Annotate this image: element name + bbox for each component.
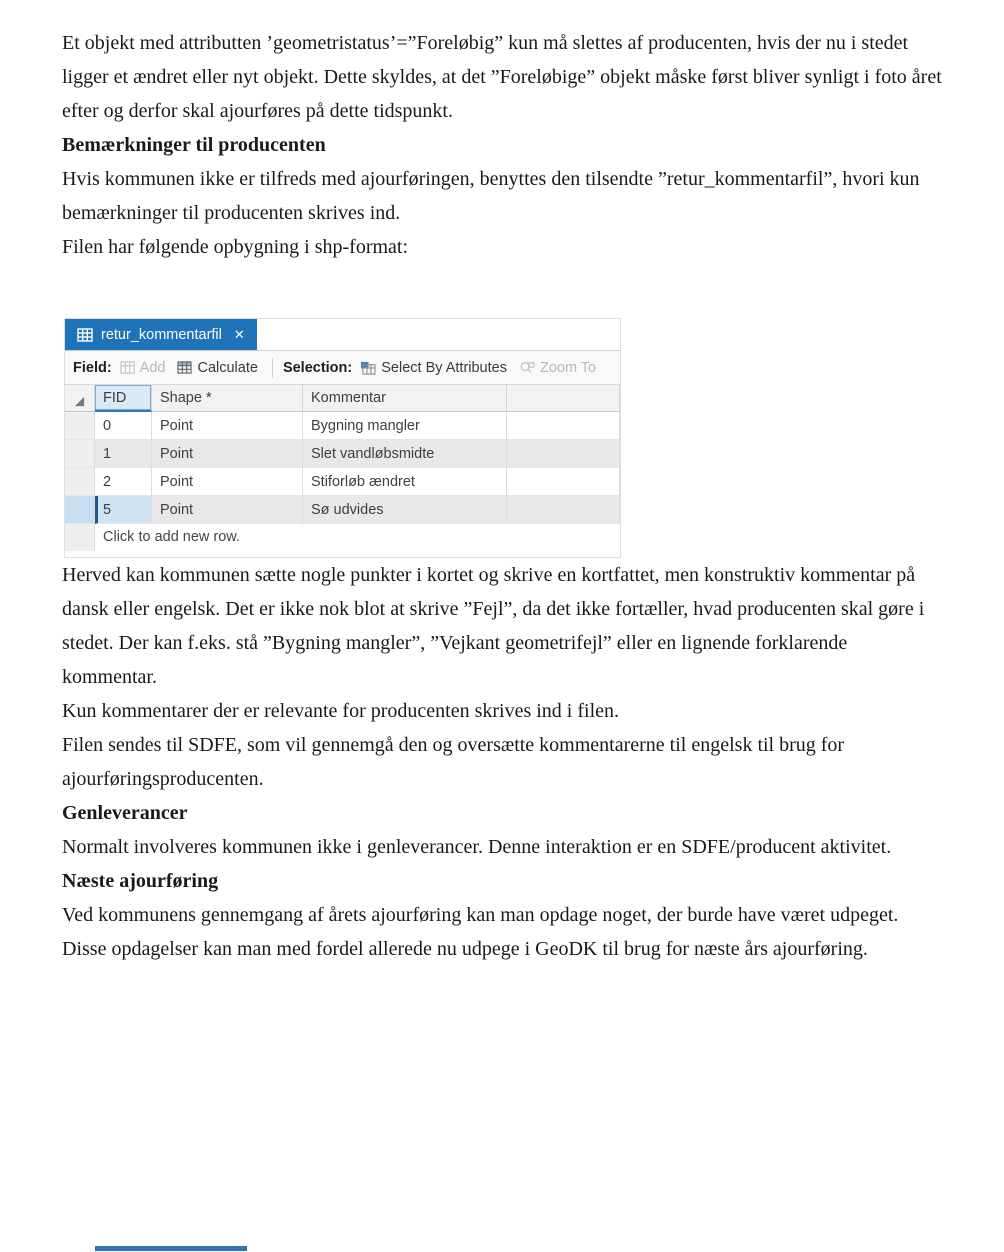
cell-empty[interactable] <box>507 412 620 440</box>
row-selector[interactable] <box>65 440 95 468</box>
row-selector[interactable] <box>65 468 95 496</box>
row-selector[interactable] <box>65 412 95 440</box>
add-field-label: Add <box>139 359 166 376</box>
paragraph-filen-sendes: Filen sendes til SDFE, som vil gennemgå den og oversætte kommentarerne til engelsk til brug for ajourføringsproducenten. <box>62 734 845 790</box>
cell-fid[interactable]: 1 <box>95 440 152 468</box>
row-selector[interactable] <box>65 496 95 524</box>
paragraph-intro: Et objekt med attributten ’geometristatus’=”Foreløbig” kun må slettes af producenten, hvis der nu i stedet ligger et ændret eller nyt objekt. Dette skyldes, at det ”Foreløbige” objekt måske først bliver synligt i foto året efter og derfor skal ajourføres på dette tidspunkt. <box>62 32 942 122</box>
cell-fid[interactable]: 5 <box>95 496 152 524</box>
select-all-triangle-icon <box>74 396 85 407</box>
select-by-attributes-icon <box>360 361 376 375</box>
paragraph-shp-format: Filen har følgende opbygning i shp-format: <box>62 236 409 258</box>
paragraph-kun-kommentarer: Kun kommentarer der er relevante for producenten skrives ind i filen. <box>62 700 620 722</box>
heading-genleverancer: Genleverancer <box>62 802 188 824</box>
page-bottom-accent-line <box>95 1246 247 1251</box>
screenshot-bottom-strip <box>65 551 620 557</box>
tab-retur-kommentarfil[interactable] <box>65 319 257 350</box>
cell-shape[interactable]: Point <box>152 468 303 496</box>
column-header-shape[interactable]: Shape * <box>152 385 303 412</box>
select-all-corner[interactable] <box>65 385 95 412</box>
selection-group-label: Selection: <box>282 359 353 376</box>
cell-shape[interactable]: Point <box>152 412 303 440</box>
tab-strip <box>65 319 620 351</box>
tab-close-icon[interactable]: ✕ <box>233 326 245 342</box>
zoom-to-label: Zoom To <box>539 359 597 376</box>
column-header-kommentar[interactable]: Kommentar <box>303 385 507 412</box>
calculate-button[interactable] <box>177 360 257 376</box>
cell-fid[interactable]: 2 <box>95 468 152 496</box>
add-field-icon <box>120 361 135 374</box>
attribute-table <box>65 385 620 551</box>
column-header-fid[interactable]: FID <box>95 385 152 412</box>
select-by-attributes-button[interactable] <box>360 360 507 376</box>
heading-naeste-ajourfoering: Næste ajourføring <box>62 870 219 892</box>
field-group-label: Field: <box>73 359 112 376</box>
cell-empty[interactable] <box>507 496 620 524</box>
zoom-to-icon <box>519 361 535 375</box>
cell-shape[interactable]: Point <box>152 440 303 468</box>
paragraph-bemaerkninger: Hvis kommunen ikke er tilfreds med ajourføringen, benyttes den tilsendte ”retur_kommentarfil”, hvori kun bemærkninger til producenten skrives ind. <box>62 168 920 224</box>
calculate-icon <box>177 361 192 374</box>
cell-shape[interactable]: Point <box>152 496 303 524</box>
cell-kommentar[interactable]: Bygning mangler <box>303 412 507 440</box>
cell-fid[interactable]: 0 <box>95 412 152 440</box>
select-by-attributes-label: Select By Attributes <box>381 359 507 376</box>
row-selector[interactable] <box>65 524 95 551</box>
tab-title: retur_kommentarfil <box>101 326 222 343</box>
cell-kommentar[interactable]: Sø udvides <box>303 496 507 524</box>
toolbar-separator <box>272 358 273 378</box>
cell-empty[interactable] <box>507 440 620 468</box>
cell-kommentar[interactable]: Stiforløb ændret <box>303 468 507 496</box>
zoom-to-button[interactable] <box>519 360 596 376</box>
paragraph-naeste-ajourfoering: Ved kommunens gennemgang af årets ajourføring kan man opdage noget, der burde have været udpeget. Disse opdagelser kan man med fordel allerede nu udpege i GeoDK til brug for næste års ajourføring. <box>62 904 899 960</box>
cell-kommentar[interactable]: Slet vandløbsmidte <box>303 440 507 468</box>
column-header-empty[interactable] <box>507 385 620 412</box>
table-grid-icon <box>77 328 93 342</box>
attribute-table-toolbar <box>65 351 620 385</box>
embedded-screenshot[interactable] <box>64 318 621 558</box>
paragraph-herved: Herved kan kommunen sætte nogle punkter i kortet og skrive en kortfattet, men konstruktiv kommentar på dansk eller engelsk. Det er ikke nok blot at skrive ”Fejl”, da det ikke fortæller, hvad producenten skal gøre i stedet. Der kan f.eks. stå ”Bygning mangler”, ”Vejkant geometrifejl” eller en lignende forklarende kommentar. <box>62 564 925 688</box>
calculate-label: Calculate <box>197 359 258 376</box>
add-new-row-button[interactable]: Click to add new row. <box>103 529 241 545</box>
cell-empty[interactable] <box>507 468 620 496</box>
heading-bemaerkninger: Bemærkninger til producenten <box>62 134 326 156</box>
paragraph-genleverancer: Normalt involveres kommunen ikke i genleverancer. Denne interaktion er en SDFE/producent aktivitet. <box>62 836 892 858</box>
add-field-button[interactable] <box>120 360 166 376</box>
